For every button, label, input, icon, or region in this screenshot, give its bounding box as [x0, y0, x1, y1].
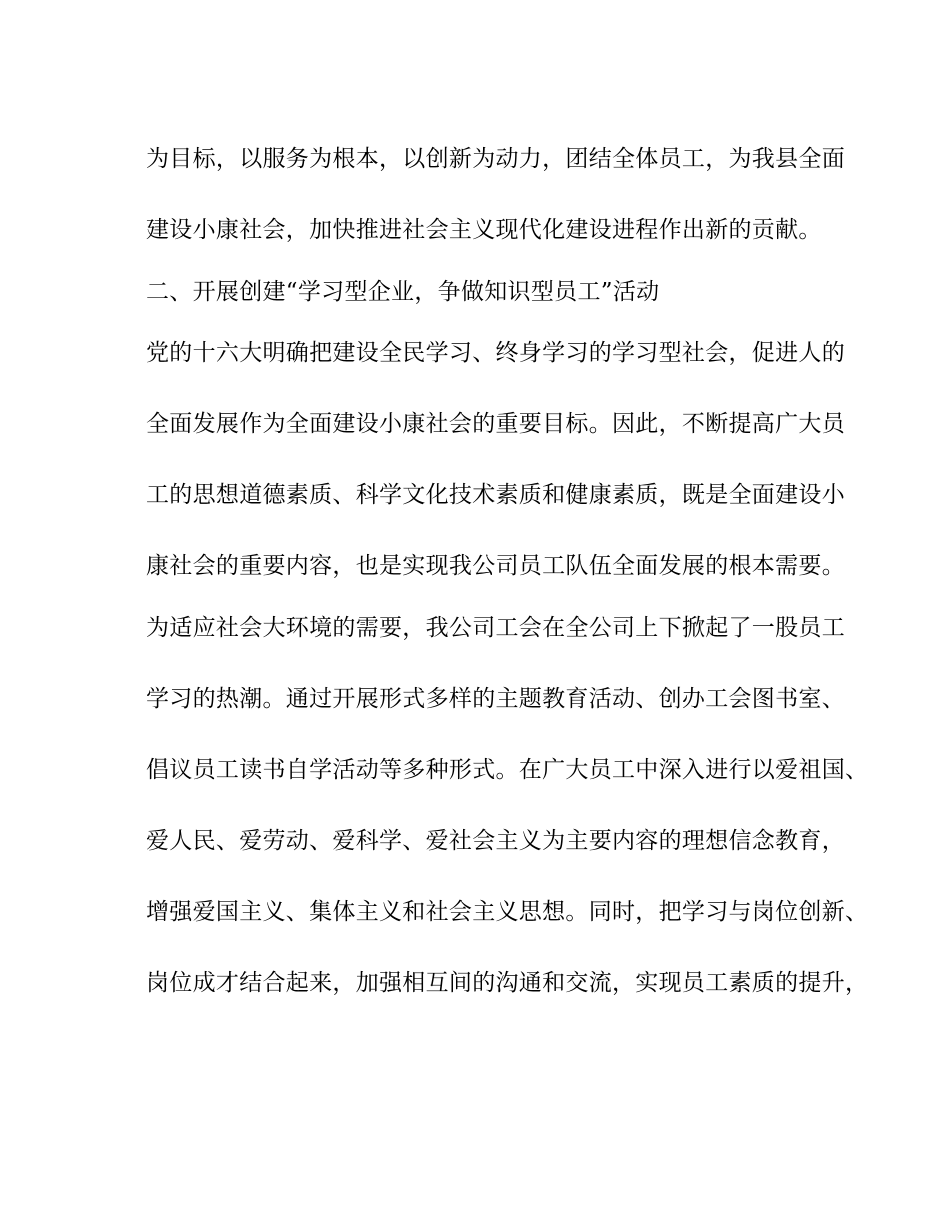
body-line: 建设小康社会，加快推进社会主义现代化建设进程作出新的贡献。	[146, 217, 822, 243]
body-line: 岗位成才结合起来，加强相互间的沟通和交流，实现员工素质的提升，	[146, 970, 869, 996]
body-line: 为目标，以服务为根本，以创新为动力，团结全体员工，为我县全面	[146, 146, 845, 172]
body-line: 倡议员工读书自学活动等多种形式。在广大员工中深入进行以爱祖国、	[146, 757, 869, 783]
body-line: 党的十六大明确把建设全民学习、终身学习的学习型社会，促进人的	[146, 340, 845, 366]
body-line: 康社会的重要内容，也是实现我公司员工队伍全面发展的根本需要。	[146, 553, 845, 579]
body-line: 爱人民、爱劳动、爱科学、爱社会主义为主要内容的理想信念教育，	[146, 828, 845, 854]
body-line: 为适应社会大环境的需要，我公司工会在全公司上下掀起了一股员工	[146, 615, 845, 641]
section-heading: 二、开展创建“学习型企业，争做知识型员工”活动	[146, 279, 660, 305]
body-line: 全面发展作为全面建设小康社会的重要目标。因此，不断提高广大员	[146, 411, 845, 437]
body-line: 增强爱国主义、集体主义和社会主义思想。同时，把学习与岗位创新、	[146, 899, 869, 925]
body-line: 学习的热潮。通过开展形式多样的主题教育活动、创办工会图书室、	[146, 686, 845, 712]
body-line: 工的思想道德素质、科学文化技术素质和健康素质，既是全面建设小	[146, 482, 845, 508]
